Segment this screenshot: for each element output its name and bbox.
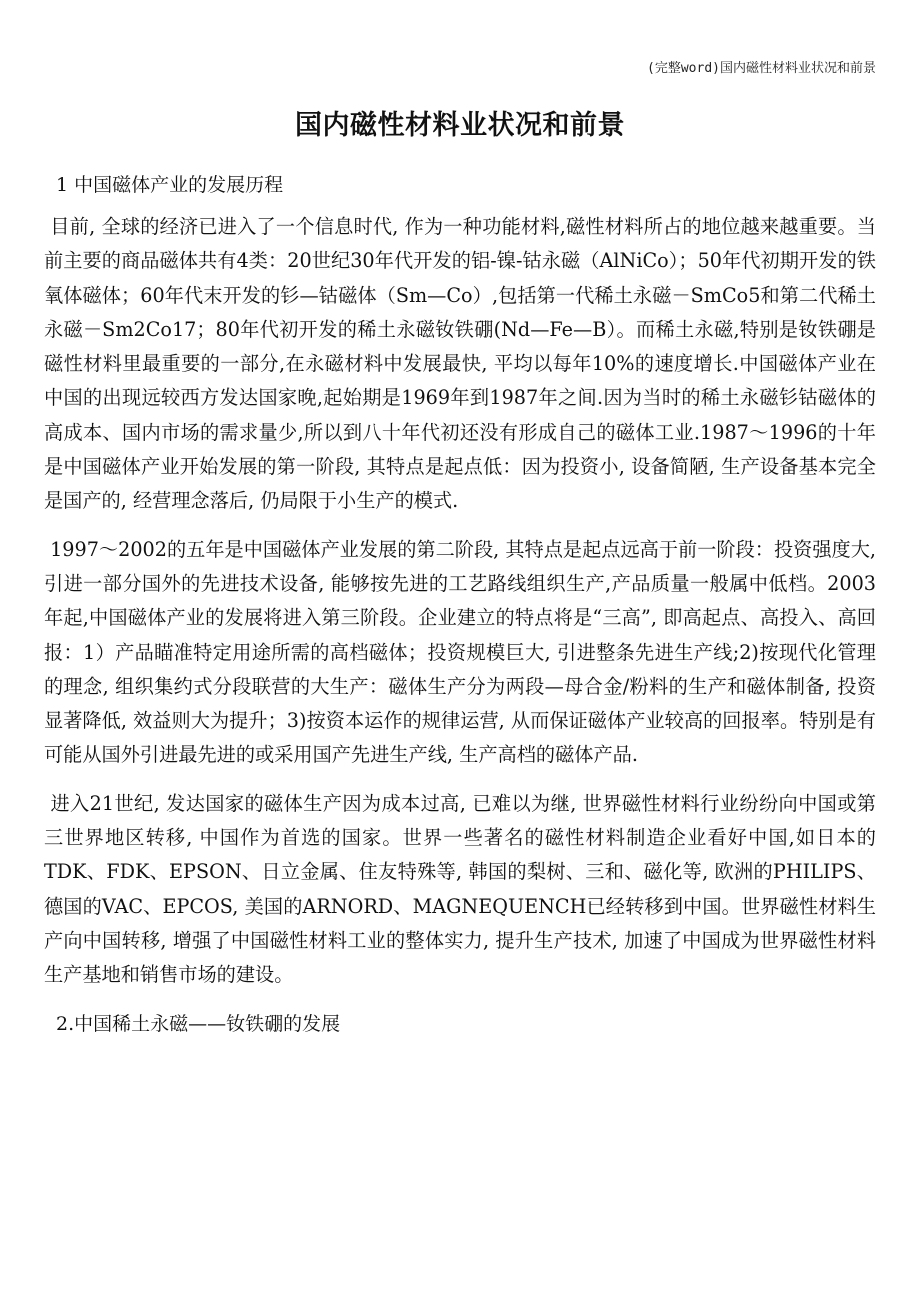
paragraph-1: 目前, 全球的经济已进入了一个信息时代, 作为一种功能材料,磁性材料所占的地位越来越重要。当前主要的商品磁体共有4类：20世纪30年代开发的铝-镍-钴永磁（AlNiCo）；50年代初期开发的铁氧体磁体；60年代末开发的钐—钴磁体（Sm—Co）,包括第一代稀土永磁－SmCo5和第二代稀土永磁－Sm2Co17；80年代初开发的稀土永磁钕铁硼(Nd—Fe—B）。而稀土永磁,特别是钕铁硼是磁性材料里最重要的一部分,在永磁材料中发展最快, 平均以每年10%的速度增长.中国磁体产业在中国的出现远较西方发达国家晚,起始期是1969年到1987年之间.因为当时的稀土永磁钐钴磁体的高成本、国内市场的需求量少,所以到八十年代初还没有形成自己的磁体工业.1987～1996的十年是中国磁体产业开始发展的第一阶段, 其特点是起点低：因为投资小, 设备简陋, 生产设备基本完全是国产的, 经营理念落后, 仍局限于小生产的模式.: [44, 215, 876, 513]
running-header: (完整word)国内磁性材料业状况和前景: [647, 61, 876, 76]
section-heading-2: 2.中国稀土永磁——钕铁硼的发展: [56, 1012, 341, 1035]
document-title: 国内磁性材料业状况和前景: [295, 110, 625, 141]
document-body: [44, 168, 876, 1049]
section-heading-1: 1 中国磁体产业的发展历程: [56, 174, 284, 196]
paragraph-3: 进入21世纪, 发达国家的磁体生产因为成本过高, 已难以为继, 世界磁性材料行业纷纷向中国或第三世界地区转移, 中国作为首选的国家。世界一些著名的磁性材料制造企业看好中国,如日本的TDK、FDK、EPSON、日立金属、住友特殊等, 韩国的梨树、三和、磁化等, 欧洲的PHILIPS、德国的VAC、EPCOS, 美国的ARNORD、MAGNEQUENCH已经转移到中国。世界磁性材料生产向中国转移, 增强了中国磁性材料工业的整体实力, 提升生产技术, 加速了中国成为世界磁性材料生产基地和销售市场的建设。: [44, 791, 876, 987]
paragraph-2: 1997～2002的五年是中国磁体产业发展的第二阶段, 其特点是起点远高于前一阶段：投资强度大, 引进一部分国外的先进技术设备, 能够按先进的工艺路线组织生产,产品质量一般属中低档。2003年起,中国磁体产业的发展将进入第三阶段。企业建立的特点将是“三高”, 即高起点、高投入、高回报：1）产品瞄准特定用途所需的高档磁体；投资规模巨大, 引进整条先进生产线;2)按现代化管理的理念, 组织集约式分段联营的大生产：磁体生产分为两段—母合金/粉料的生产和磁体制备, 投资显著降低, 效益则大为提升；3)按资本运作的规律运营, 从而保证磁体产业较高的回报率。特别是有可能从国外引进最先进的或采用国产先进生产线, 生产高档的磁体产品.: [44, 537, 876, 767]
